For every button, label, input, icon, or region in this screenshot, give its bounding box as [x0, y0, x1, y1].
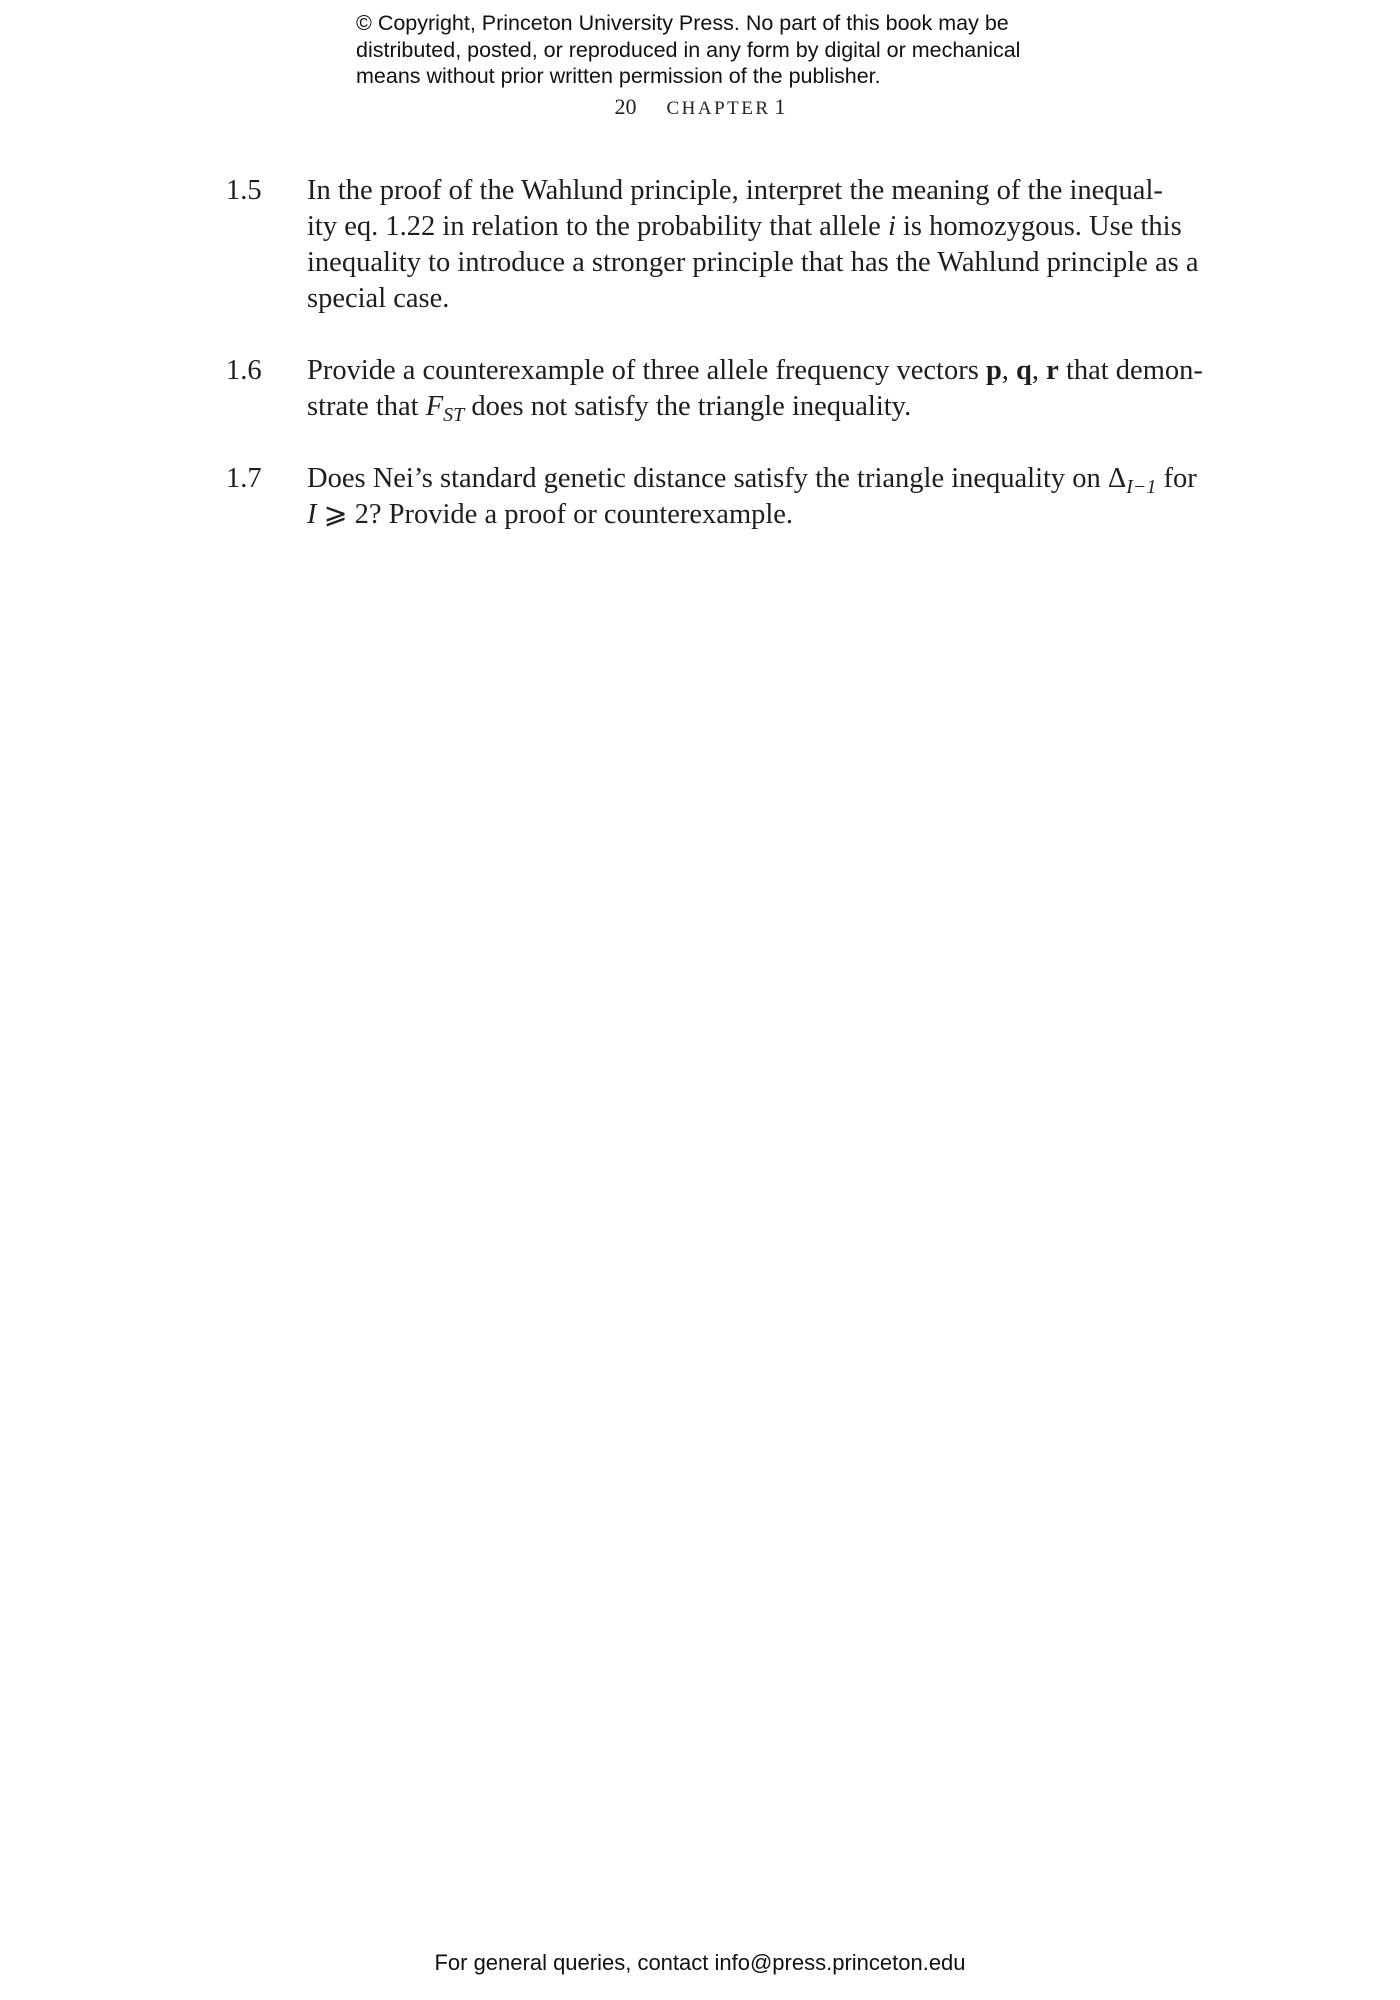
exercise-text-line: special case. [307, 283, 450, 314]
variable-i: i [887, 211, 896, 242]
vector-p: p [985, 355, 1002, 386]
vector-q: q [1016, 355, 1032, 386]
vector-r: r [1046, 355, 1059, 386]
exercise-text-line: strate that $F_{ST}$ does not satisfy the triangle inequality. [307, 391, 912, 426]
exercise-number: 1.7 [226, 463, 262, 494]
exercise-text-line: In the proof of the Wahlund principle, interpret the meaning of the inequal- [307, 175, 1163, 206]
fst-symbol: F [425, 391, 444, 422]
exercise-number: 1.6 [226, 355, 262, 386]
copyright-notice [356, 10, 1076, 90]
fst-subscript: ST [443, 404, 465, 426]
copyright-line: distributed, posted, or reproduced in any form by digital or mechanical [356, 37, 1021, 62]
chapter-label: CHAPTER [666, 98, 771, 119]
exercise-text-line: ity eq. 1.22 in relation to the probability that allele i is homozygous. Use this [307, 211, 1182, 242]
copyright-line: © Copyright, Princeton University Press. No part of this book may be [356, 11, 1009, 35]
exercise-text-line: Provide a counterexample of three allele frequency vectors p, q, r that demon- [307, 355, 1203, 386]
chapter-number: 1 [774, 94, 786, 119]
exercise-text-line: I ⩾ 2? Provide a proof or counterexample. [307, 499, 794, 530]
running-head [0, 94, 1400, 120]
delta-subscript: I−1 [1126, 476, 1157, 498]
exercise-number: 1.5 [226, 175, 262, 206]
footer-contact: For general queries, contact info@press.princeton.edu [434, 1950, 966, 1975]
page-number: 20 [614, 94, 637, 119]
variable-I: I [307, 499, 317, 530]
copyright-line: means without prior written permission of the publisher. [356, 64, 881, 88]
exercise-text-line: Does Nei’s standard genetic distance satisfy the triangle inequality on $\Delta_{I-1}$ for [307, 463, 1197, 498]
exercise-text-line: inequality to introduce a stronger principle that has the Wahlund principle as a [307, 247, 1199, 278]
